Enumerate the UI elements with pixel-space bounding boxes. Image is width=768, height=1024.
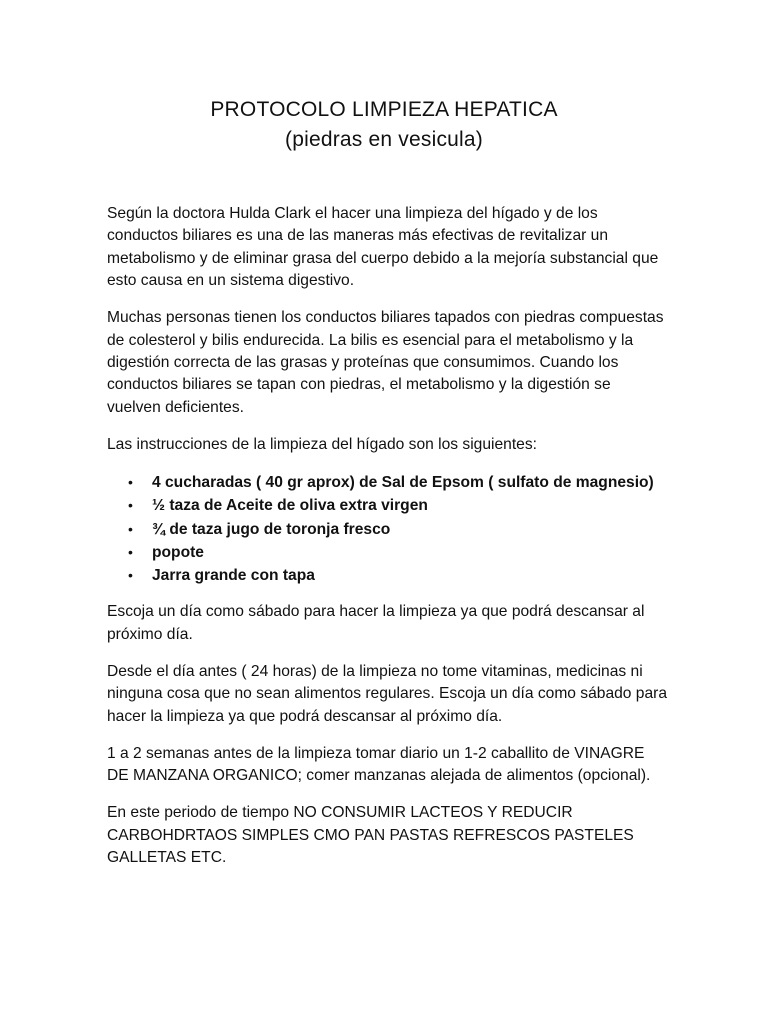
list-item (107, 564, 667, 587)
bullet-icon: • (128, 473, 133, 490)
paragraph-diet: En este periodo de tiempo NO CONSUMIR LACTEOS Y REDUCIR CARBOHDRTAOS SIMPLES CMO PAN PASTAS REFRESCOS PASTELES GALLETAS ETC. (107, 804, 634, 866)
materials-list (107, 471, 667, 588)
paragraph-intro: Según la doctora Hulda Clark el hacer una limpieza del hígado y de los conductos biliares es una de las maneras más efectivas de revitalizar un metabolismo y de eliminar grasa del cuerpo debido a la mejoría substancial que esto causa en un sistema digestivo. (107, 205, 659, 290)
list-item (107, 541, 667, 564)
list-item-text: popote (152, 544, 204, 562)
paragraph-choose-day: Escoja un día como sábado para hacer la limpieza ya que podrá descansar al próximo día. (107, 603, 645, 643)
bullet-icon: • (128, 567, 133, 584)
list-item (107, 471, 667, 494)
document-body (107, 203, 667, 884)
bullet-icon: • (128, 497, 133, 514)
list-item (107, 494, 667, 517)
title-line-2: (piedras en vesicula) (285, 128, 483, 151)
paragraph-day-before: Desde el día antes ( 24 horas) de la limpieza no tome vitaminas, medicinas ni ninguna cosa que no sean alimentos regulares. Escoja un día como sábado para hacer la limpieza ya que podrá descansar al próximo día. (107, 662, 668, 725)
list-item-text: 4 cucharadas ( 40 gr aprox) de Sal de Epsom ( sulfato de magnesio) (152, 473, 654, 491)
document-title (0, 95, 768, 155)
paragraph-instructions-lead: Las instrucciones de la limpieza del hígado son los siguientes: (107, 435, 537, 453)
list-item-text: ½ taza de Aceite de oliva extra virgen (152, 497, 428, 515)
list-item (107, 518, 667, 541)
list-item-text: ¾ de taza jugo de toronja fresco (152, 520, 391, 538)
title-line-1: PROTOCOLO LIMPIEZA HEPATICA (210, 98, 558, 121)
bullet-icon: • (128, 520, 133, 537)
bullet-icon: • (128, 544, 133, 561)
paragraph-bile-ducts: Muchas personas tienen los conductos biliares tapados con piedras compuestas de colesterol y bilis endurecida. La bilis es esencial para el metabolismo y la digestión correcta de las grasas y proteínas que consumimos. Cuando los conductos biliares se tapan con piedras, el metabolismo y la digestión se vuelven deficientes. (107, 309, 664, 416)
paragraph-vinegar: 1 a 2 semanas antes de la limpieza tomar diario un 1-2 caballito de VINAGRE DE MANZANA ORGANICO; comer manzanas alejada de alimentos (opcional). (107, 744, 651, 785)
list-item-text: Jarra grande con tapa (152, 567, 315, 585)
